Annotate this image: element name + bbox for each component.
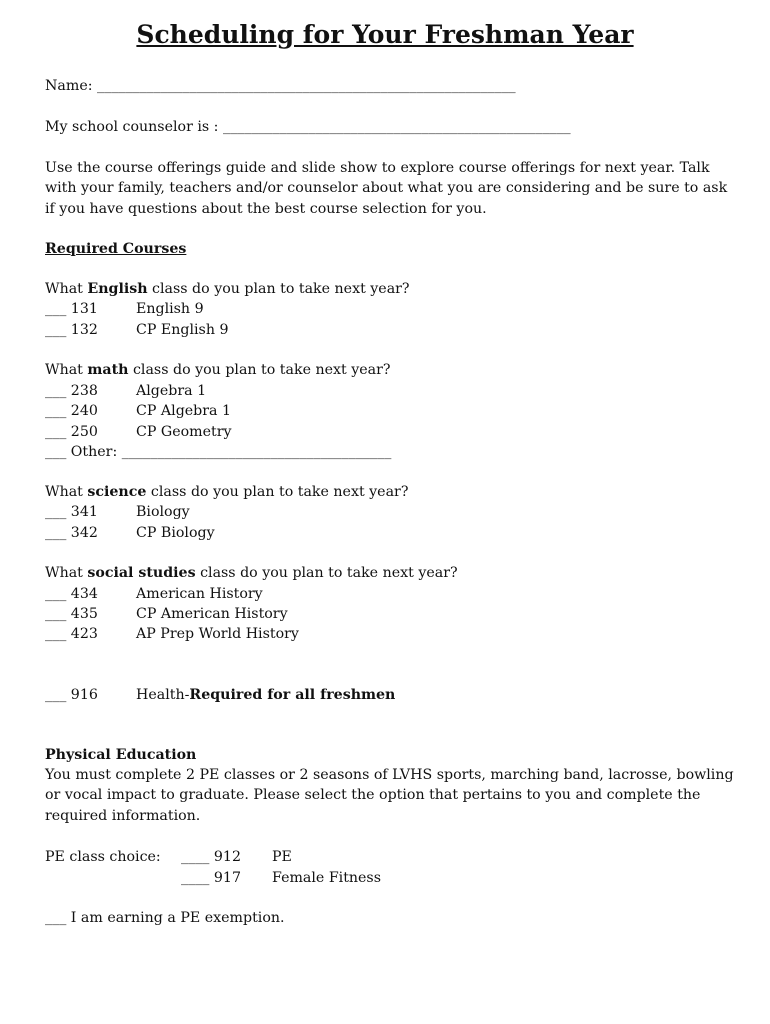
social-option-code: ___ 434 [45, 586, 98, 602]
english-question: What English class do you plan to take next year? [45, 281, 410, 297]
name-line: Name: ___________________________________________________________ [45, 78, 516, 94]
english-option-name: English 9 [136, 301, 204, 317]
required-courses-heading: Required Courses [45, 241, 187, 257]
pe-option-name: PE [272, 849, 292, 865]
social-option-name: American History [136, 586, 263, 602]
science-option-name: CP Biology [136, 525, 215, 541]
math-question: What math class do you plan to take next year? [45, 362, 391, 378]
pe-option-code: ____ 917 [181, 870, 241, 886]
social-option-name: AP Prep World History [136, 626, 299, 642]
pe-heading: Physical Education [45, 747, 197, 763]
counselor-line: My school counselor is : _________________________________________________ [45, 119, 571, 135]
social-option-name: CP American History [136, 606, 288, 622]
social-option-code: ___ 435 [45, 606, 98, 622]
english-option-code: ___ 132 [45, 322, 98, 338]
science-option-code: ___ 341 [45, 504, 98, 520]
math-option-code: ___ 238 [45, 383, 98, 399]
math-option-code: ___ 250 [45, 424, 98, 440]
english-option-code: ___ 131 [45, 301, 98, 317]
math-option-code: ___ 240 [45, 403, 98, 419]
pe-exemption-line: ___ I am earning a PE exemption. [45, 910, 285, 926]
pe-paragraph: You must complete 2 PE classes or 2 seasons of LVHS sports, marching band, lacrosse, bowling or vocal impact to graduate. Please select the option that pertains to you and complete the required information. [45, 767, 734, 824]
math-option-name: CP Algebra 1 [136, 403, 232, 419]
science-option-code: ___ 342 [45, 525, 98, 541]
math-option-name: CP Geometry [136, 424, 232, 440]
health-code: ___ 916 [45, 687, 98, 703]
page-title: Scheduling for Your Freshman Year [136, 20, 634, 49]
science-option-name: Biology [136, 504, 190, 520]
health-name: Health-Required for all freshmen [136, 687, 396, 703]
english-option-name: CP English 9 [136, 322, 229, 338]
intro-paragraph: Use the course offerings guide and slide show to explore course offerings for next year. Talk with your family, teachers and/or counselor about what you are considering and be sure to ask if you have questions about the best course selection for you. [45, 160, 728, 217]
social-studies-question: What social studies class do you plan to take next year? [45, 565, 458, 581]
pe-option-name: Female Fitness [272, 870, 381, 886]
pe-option-code: ____ 912 [181, 849, 241, 865]
science-question: What science class do you plan to take next year? [45, 484, 409, 500]
math-other-line: ___ Other: ______________________________________ [45, 444, 392, 460]
math-option-name: Algebra 1 [136, 383, 207, 399]
pe-choice-label: PE class choice: [45, 849, 161, 865]
social-option-code: ___ 423 [45, 626, 98, 642]
